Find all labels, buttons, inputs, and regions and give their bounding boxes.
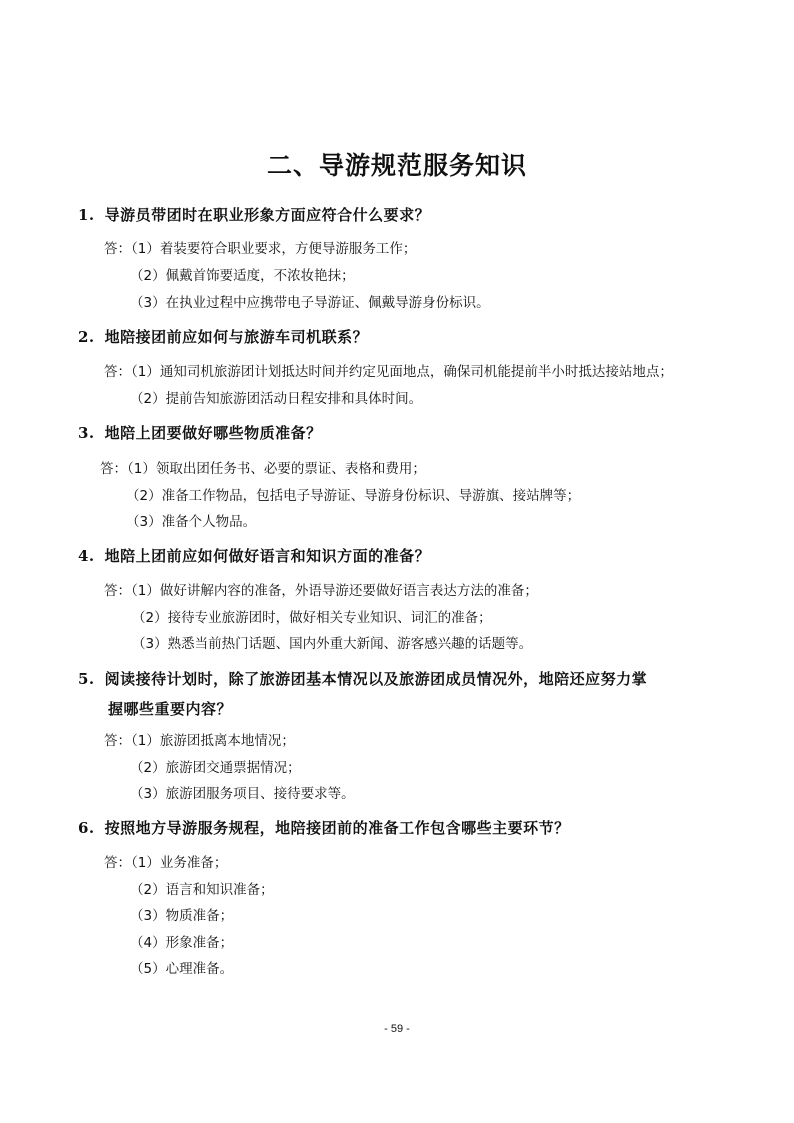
answer-line: 答：（1）着装要符合职业要求，方便导游服务工作； xyxy=(104,241,417,257)
question-4 xyxy=(78,541,728,571)
answer-line: （4）形象准备； xyxy=(130,935,234,951)
answer-line: （2）准备工作物品，包括电子导游证、导游身份标识、导游旗、接站牌等； xyxy=(126,488,581,504)
question-number: 2. xyxy=(78,328,95,346)
answer-line: 答：（1）通知司机旅游团计划抵达时间并约定见面地点，确保司机能提前半小时抵达接站地点； xyxy=(104,364,673,380)
question-text: 导游员带团时在职业形象方面应符合什么要求？ xyxy=(104,206,431,224)
answer-line: 答：（1）做好讲解内容的准备，外语导游还要做好语言表达方法的准备； xyxy=(104,583,538,599)
question-text-continued: 握哪些重要内容？ xyxy=(108,700,233,718)
question-number: 1. xyxy=(78,206,95,224)
question-number: 4. xyxy=(78,547,95,565)
question-number: 3. xyxy=(78,424,95,442)
page-title: 二、导游规范服务知识 xyxy=(266,151,527,180)
answer-line: （5）心理准备。 xyxy=(130,961,234,977)
answer-line: （3）熟悉当前热门话题、国内外重大新闻、游客感兴趣的话题等。 xyxy=(132,636,533,652)
question-text: 地陪上团前应如何做好语言和知识方面的准备？ xyxy=(104,547,431,565)
question-text: 地陪上团要做好哪些物质准备？ xyxy=(104,424,322,442)
question-number: 6. xyxy=(78,819,95,837)
answer-line: 答：（1）领取出团任务书、必要的票证、表格和费用； xyxy=(100,461,426,477)
question-text: 按照地方导游服务规程，地陪接团前的准备工作包含哪些主要环节？ xyxy=(104,819,570,837)
page-number: - 59 - xyxy=(384,1023,410,1035)
answer-line: （2）接待专业旅游团时，做好相关专业知识、词汇的准备； xyxy=(132,610,492,626)
answer-line: （2）旅游团交通票据情况； xyxy=(130,760,301,776)
answer-line: 答：（1）业务准备； xyxy=(104,855,228,871)
answer-line: （3）准备个人物品。 xyxy=(126,514,257,530)
question-text: 阅读接待计划时，除了旅游团基本情况以及旅游团成员情况外，地陪还应努力掌 xyxy=(104,670,648,688)
answer-line: （2）提前告知旅游团活动日程安排和具体时间。 xyxy=(130,391,423,407)
question-6 xyxy=(78,813,728,843)
question-3 xyxy=(78,418,728,448)
question-2 xyxy=(78,322,728,352)
answer-line: （2）语言和知识准备； xyxy=(130,882,274,898)
answer-line: 答：（1）旅游团抵离本地情况； xyxy=(104,733,295,749)
question-number: 5. xyxy=(78,670,95,688)
answer-line: （3）旅游团服务项目、接待要求等。 xyxy=(130,786,355,802)
answer-line: （2）佩戴首饰要适度，不浓妆艳抹； xyxy=(130,268,355,284)
answer-line: （3）在执业过程中应携带电子导游证、佩戴导游身份标识。 xyxy=(130,295,490,311)
question-5 xyxy=(78,664,738,724)
question-1 xyxy=(78,200,728,230)
question-text: 地陪接团前应如何与旅游车司机联系？ xyxy=(104,328,369,346)
answer-line: （3）物质准备； xyxy=(130,908,234,924)
